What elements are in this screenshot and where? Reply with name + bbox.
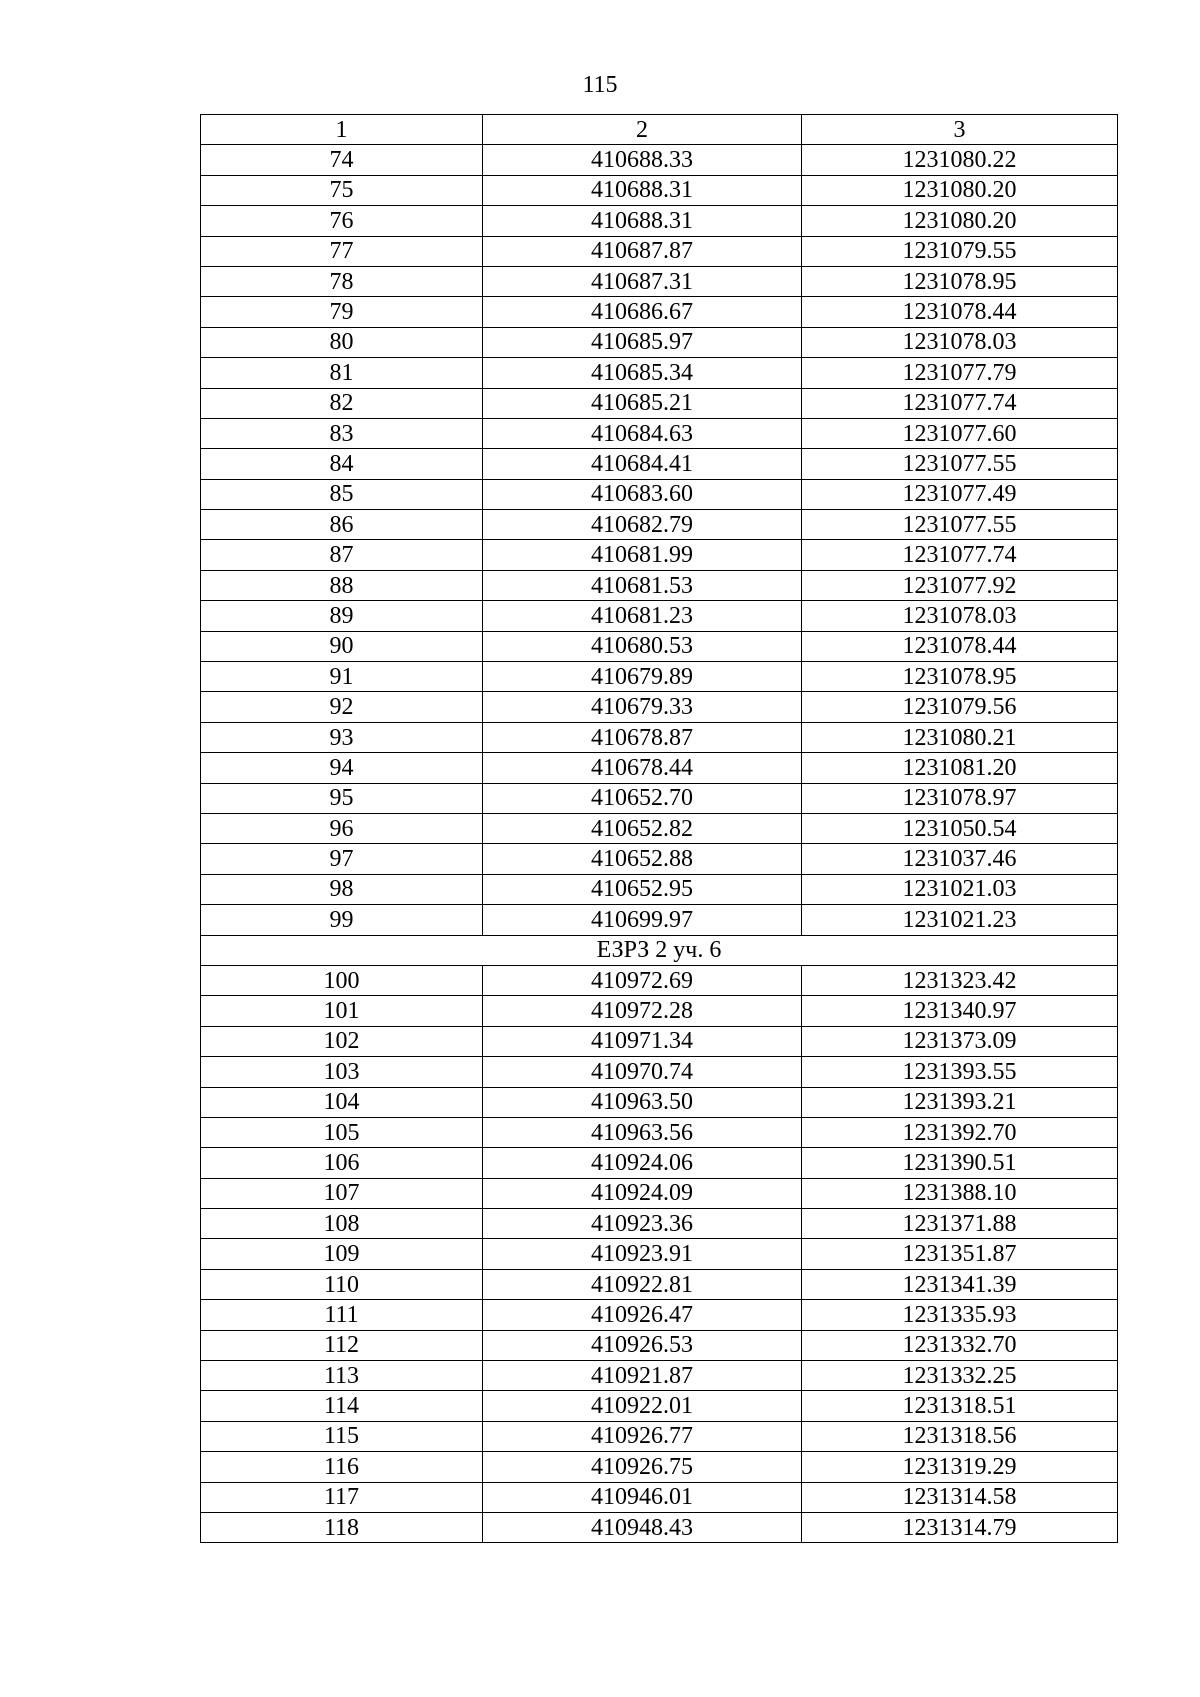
point-number-cell: 86: [201, 510, 483, 540]
point-number-cell: 84: [201, 449, 483, 479]
y-coordinate-cell: 1231392.70: [802, 1117, 1118, 1147]
x-coordinate-cell: 410681.23: [483, 601, 802, 631]
point-number-cell: 92: [201, 692, 483, 722]
table-row: [201, 206, 1118, 236]
point-number-cell: 88: [201, 570, 483, 600]
y-coordinate-cell: 1231077.92: [802, 570, 1118, 600]
table-row: [201, 479, 1118, 509]
x-coordinate-cell: 410652.95: [483, 874, 802, 904]
x-coordinate-cell: 410948.43: [483, 1512, 802, 1542]
point-number-cell: 99: [201, 905, 483, 935]
x-coordinate-cell: 410924.06: [483, 1148, 802, 1178]
point-number-cell: 111: [201, 1300, 483, 1330]
x-coordinate-cell: 410922.81: [483, 1269, 802, 1299]
point-number-cell: 90: [201, 631, 483, 661]
x-coordinate-cell: 410683.60: [483, 479, 802, 509]
y-coordinate-cell: 1231078.95: [802, 266, 1118, 296]
x-coordinate-cell: 410922.01: [483, 1391, 802, 1421]
y-coordinate-cell: 1231078.03: [802, 601, 1118, 631]
table-row: [201, 266, 1118, 296]
x-coordinate-cell: 410688.31: [483, 175, 802, 205]
table-row: [201, 1421, 1118, 1451]
table-row: [201, 570, 1118, 600]
table-row: [201, 540, 1118, 570]
table-row: [201, 1209, 1118, 1239]
x-coordinate-cell: 410652.70: [483, 783, 802, 813]
x-coordinate-cell: 410678.87: [483, 722, 802, 752]
table-row: [201, 388, 1118, 418]
y-coordinate-cell: 1231341.39: [802, 1269, 1118, 1299]
y-coordinate-cell: 1231080.22: [802, 145, 1118, 175]
y-coordinate-cell: 1231332.70: [802, 1330, 1118, 1360]
table-row: [201, 1026, 1118, 1056]
y-coordinate-cell: 1231318.56: [802, 1421, 1118, 1451]
y-coordinate-cell: 1231373.09: [802, 1026, 1118, 1056]
x-coordinate-cell: 410678.44: [483, 753, 802, 783]
y-coordinate-cell: 1231314.79: [802, 1512, 1118, 1542]
table-row: [201, 1512, 1118, 1542]
x-coordinate-cell: 410680.53: [483, 631, 802, 661]
point-number-cell: 109: [201, 1239, 483, 1269]
table-row: [201, 1452, 1118, 1482]
table-row: [201, 1269, 1118, 1299]
x-coordinate-cell: 410688.31: [483, 206, 802, 236]
point-number-cell: 74: [201, 145, 483, 175]
x-coordinate-cell: 410681.53: [483, 570, 802, 600]
point-number-cell: 112: [201, 1330, 483, 1360]
table-row: [201, 631, 1118, 661]
point-number-cell: 107: [201, 1178, 483, 1208]
y-coordinate-cell: 1231077.55: [802, 510, 1118, 540]
y-coordinate-cell: 1231078.95: [802, 662, 1118, 692]
y-coordinate-cell: 1231388.10: [802, 1178, 1118, 1208]
table-row: [201, 1178, 1118, 1208]
y-coordinate-cell: 1231078.97: [802, 783, 1118, 813]
table-row: [201, 145, 1118, 175]
point-number-cell: 102: [201, 1026, 483, 1056]
y-coordinate-cell: 1231077.49: [802, 479, 1118, 509]
point-number-cell: 113: [201, 1361, 483, 1391]
y-coordinate-cell: 1231335.93: [802, 1300, 1118, 1330]
table-row: [201, 1239, 1118, 1269]
y-coordinate-cell: 1231077.60: [802, 418, 1118, 448]
column-header-1: 1: [201, 115, 483, 145]
point-number-cell: 97: [201, 844, 483, 874]
x-coordinate-cell: 410685.97: [483, 327, 802, 357]
point-number-cell: 98: [201, 874, 483, 904]
y-coordinate-cell: 1231080.20: [802, 206, 1118, 236]
table-row: [201, 358, 1118, 388]
y-coordinate-cell: 1231079.55: [802, 236, 1118, 266]
table-row: [201, 297, 1118, 327]
y-coordinate-cell: 1231323.42: [802, 965, 1118, 995]
y-coordinate-cell: 1231393.55: [802, 1057, 1118, 1087]
x-coordinate-cell: 410971.34: [483, 1026, 802, 1056]
point-number-cell: 91: [201, 662, 483, 692]
x-coordinate-cell: 410682.79: [483, 510, 802, 540]
y-coordinate-cell: 1231077.74: [802, 388, 1118, 418]
point-number-cell: 114: [201, 1391, 483, 1421]
section-title: ЕЗРЗ 2 уч. 6: [201, 935, 1118, 965]
x-coordinate-cell: 410652.88: [483, 844, 802, 874]
x-coordinate-cell: 410923.91: [483, 1239, 802, 1269]
y-coordinate-cell: 1231078.03: [802, 327, 1118, 357]
point-number-cell: 93: [201, 722, 483, 752]
x-coordinate-cell: 410926.53: [483, 1330, 802, 1360]
x-coordinate-cell: 410686.67: [483, 297, 802, 327]
point-number-cell: 106: [201, 1148, 483, 1178]
y-coordinate-cell: 1231332.25: [802, 1361, 1118, 1391]
header-row: [201, 115, 1118, 145]
point-number-cell: 96: [201, 813, 483, 843]
point-number-cell: 116: [201, 1452, 483, 1482]
table-body: [201, 115, 1118, 1543]
x-coordinate-cell: 410684.63: [483, 418, 802, 448]
y-coordinate-cell: 1231078.44: [802, 631, 1118, 661]
x-coordinate-cell: 410687.87: [483, 236, 802, 266]
table-row: [201, 783, 1118, 813]
point-number-cell: 76: [201, 206, 483, 236]
section-row: [201, 935, 1118, 965]
y-coordinate-cell: 1231050.54: [802, 813, 1118, 843]
y-coordinate-cell: 1231080.20: [802, 175, 1118, 205]
point-number-cell: 87: [201, 540, 483, 570]
point-number-cell: 118: [201, 1512, 483, 1542]
point-number-cell: 79: [201, 297, 483, 327]
table-row: [201, 449, 1118, 479]
x-coordinate-cell: 410963.56: [483, 1117, 802, 1147]
point-number-cell: 105: [201, 1117, 483, 1147]
point-number-cell: 104: [201, 1087, 483, 1117]
y-coordinate-cell: 1231319.29: [802, 1452, 1118, 1482]
x-coordinate-cell: 410970.74: [483, 1057, 802, 1087]
y-coordinate-cell: 1231318.51: [802, 1391, 1118, 1421]
table-row: [201, 601, 1118, 631]
y-coordinate-cell: 1231314.58: [802, 1482, 1118, 1512]
x-coordinate-cell: 410652.82: [483, 813, 802, 843]
table-row: [201, 753, 1118, 783]
table-row: [201, 327, 1118, 357]
y-coordinate-cell: 1231081.20: [802, 753, 1118, 783]
point-number-cell: 82: [201, 388, 483, 418]
x-coordinate-cell: 410923.36: [483, 1209, 802, 1239]
x-coordinate-cell: 410681.99: [483, 540, 802, 570]
y-coordinate-cell: 1231077.79: [802, 358, 1118, 388]
point-number-cell: 83: [201, 418, 483, 448]
point-number-cell: 80: [201, 327, 483, 357]
table-row: [201, 874, 1118, 904]
table-row: [201, 844, 1118, 874]
point-number-cell: 78: [201, 266, 483, 296]
table-row: [201, 1482, 1118, 1512]
y-coordinate-cell: 1231080.21: [802, 722, 1118, 752]
x-coordinate-cell: 410926.47: [483, 1300, 802, 1330]
table-row: [201, 662, 1118, 692]
y-coordinate-cell: 1231021.23: [802, 905, 1118, 935]
x-coordinate-cell: 410679.33: [483, 692, 802, 722]
point-number-cell: 117: [201, 1482, 483, 1512]
x-coordinate-cell: 410699.97: [483, 905, 802, 935]
x-coordinate-cell: 410926.77: [483, 1421, 802, 1451]
table-row: [201, 1300, 1118, 1330]
y-coordinate-cell: 1231078.44: [802, 297, 1118, 327]
table-row: [201, 905, 1118, 935]
point-number-cell: 75: [201, 175, 483, 205]
point-number-cell: 101: [201, 996, 483, 1026]
y-coordinate-cell: 1231077.55: [802, 449, 1118, 479]
x-coordinate-cell: 410679.89: [483, 662, 802, 692]
point-number-cell: 89: [201, 601, 483, 631]
y-coordinate-cell: 1231351.87: [802, 1239, 1118, 1269]
table-row: [201, 510, 1118, 540]
point-number-cell: 95: [201, 783, 483, 813]
y-coordinate-cell: 1231079.56: [802, 692, 1118, 722]
table-row: [201, 1087, 1118, 1117]
point-number-cell: 115: [201, 1421, 483, 1451]
coordinates-table: [200, 114, 1118, 1543]
y-coordinate-cell: 1231371.88: [802, 1209, 1118, 1239]
x-coordinate-cell: 410687.31: [483, 266, 802, 296]
point-number-cell: 110: [201, 1269, 483, 1299]
x-coordinate-cell: 410684.41: [483, 449, 802, 479]
x-coordinate-cell: 410972.28: [483, 996, 802, 1026]
x-coordinate-cell: 410921.87: [483, 1361, 802, 1391]
x-coordinate-cell: 410926.75: [483, 1452, 802, 1482]
table-row: [201, 1391, 1118, 1421]
table-row: [201, 1057, 1118, 1087]
table-row: [201, 418, 1118, 448]
y-coordinate-cell: 1231340.97: [802, 996, 1118, 1026]
x-coordinate-cell: 410963.50: [483, 1087, 802, 1117]
table-row: [201, 236, 1118, 266]
point-number-cell: 100: [201, 965, 483, 995]
table-row: [201, 813, 1118, 843]
point-number-cell: 103: [201, 1057, 483, 1087]
y-coordinate-cell: 1231390.51: [802, 1148, 1118, 1178]
x-coordinate-cell: 410946.01: [483, 1482, 802, 1512]
table-row: [201, 692, 1118, 722]
y-coordinate-cell: 1231021.03: [802, 874, 1118, 904]
point-number-cell: 77: [201, 236, 483, 266]
x-coordinate-cell: 410972.69: [483, 965, 802, 995]
table-row: [201, 175, 1118, 205]
page-number: 115: [582, 72, 618, 98]
y-coordinate-cell: 1231037.46: [802, 844, 1118, 874]
x-coordinate-cell: 410685.21: [483, 388, 802, 418]
column-header-3: 3: [802, 115, 1118, 145]
table-row: [201, 1361, 1118, 1391]
point-number-cell: 108: [201, 1209, 483, 1239]
table-row: [201, 1330, 1118, 1360]
x-coordinate-cell: 410685.34: [483, 358, 802, 388]
y-coordinate-cell: 1231393.21: [802, 1087, 1118, 1117]
x-coordinate-cell: 410688.33: [483, 145, 802, 175]
table-row: [201, 996, 1118, 1026]
table-row: [201, 722, 1118, 752]
point-number-cell: 81: [201, 358, 483, 388]
table-row: [201, 1117, 1118, 1147]
table-row: [201, 965, 1118, 995]
column-header-2: 2: [483, 115, 802, 145]
table-row: [201, 1148, 1118, 1178]
point-number-cell: 85: [201, 479, 483, 509]
point-number-cell: 94: [201, 753, 483, 783]
x-coordinate-cell: 410924.09: [483, 1178, 802, 1208]
y-coordinate-cell: 1231077.74: [802, 540, 1118, 570]
